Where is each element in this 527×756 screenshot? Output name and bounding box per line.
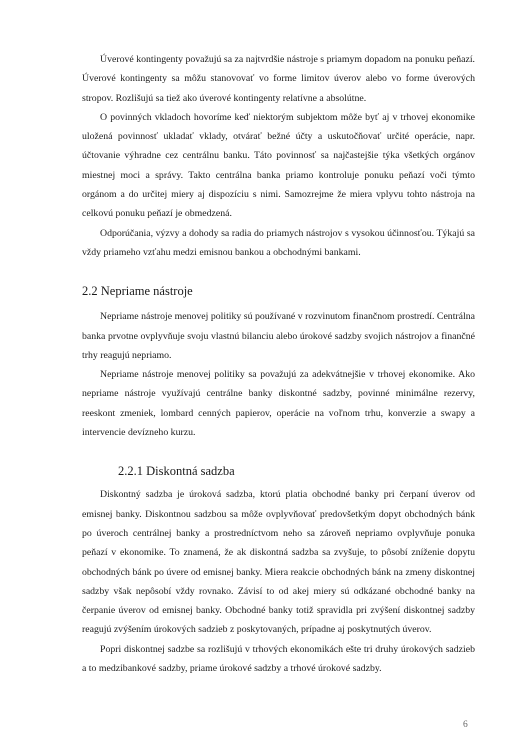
paragraph-mandatory-deposits: O povinných vkladoch hovoríme keď niektorým subjektom môže byť aj v trhovej ekonomike uložená povinnosť ukladať vklady, otvárať bežné účty a uskutočňovať určité operácie, napr. účtovanie výhradne cez centrálnu banku. Táto povinnosť sa najčastejšie týka všetkých orgánov miestnej moci a správy. Takto centrálna banka priamo kontroluje ponuku peňazí voči týmto orgánom a do určitej miery aj dispozíciu s nimi. Samozrejme že miera vplyvu tohto nástroja na celkovú ponuku peňazí je obmedzená.	[82, 111, 475, 220]
paragraph-recommendations: Odporúčania, výzvy a dohody sa radia do priamych nástrojov s vysokou účinnosťou. Týkajú sa vždy priameho vzťahu medzi emisnou bankou a obchodnými bankami.	[82, 227, 475, 258]
paragraph-indirect-list: Nepriame nástroje menovej politiky sa považujú za adekvátnejšie v trhovej ekonomike. Ako nepriame nástroje využívajú centrálne banky diskontné sadzby, povinné minimálne rezervy, reeskont zmeniek, lombard cenných papierov, operácie na voľnom trhu, konverzie a swapy a intervencie devízneho kurzu.	[82, 369, 475, 439]
subsection-heading-discount-rate: 2.2.1 Diskontná sadzba	[118, 464, 235, 479]
paragraph-interest-rates: Popri diskontnej sadzbe sa rozlišujú v trhových ekonomikách ešte tri druhy úrokových sadzieb a to medzibankové sadzby, priame úrokové sadzby a trhové úrokové sadzby.	[82, 643, 475, 675]
paragraph-discount-rate: Diskontný sadzba je úroková sadzba, ktorú platia obchodné banky pri čerpaní úverov od emisnej banky. Diskontnou sadzbou sa môže ovplyvňovať predovšetkým dopyt obchodných bánk po úveroch centrálnej banky a prostredníctvom neho sa zároveň nepriamo ovplyvňuje ponuka peňazí v ekonomike. To znamená, že ak diskontná sadzba sa zvyšuje, to pôsobí zníženie dopytu obchodných bánk po úvere od emisnej banky. Miera reakcie obchodných bánk na zmeny diskontnej sadzby však nepôsobí vždy rovnako. Závisí to od akej miery sú odkázané obchodné banky na čerpanie úverov od emisnej banky. Obchodné banky totiž spravidla pri zvýšení diskontnej sadzby reagujú zvýšením úrokových sadzieb z poskytovaných, prípadne aj poskytnutých úverov.	[82, 489, 475, 636]
page-content	[82, 50, 475, 678]
paragraph-indirect-intro: Nepriame nástroje menovej politiky sú používané v rozvinutom finančnom prostredí. Centrálna banka prvotne ovplyvňuje svoju vlastnú bilanciu alebo úrokové sadzby svojich nástrojov a finančné trhy reagujú nepriamo.	[82, 311, 475, 361]
paragraph-credit-quotas: Úverové kontingenty považujú sa za najtvrdšie nástroje s priamym dopadom na ponuku peňazí. Úverové kontingenty sa môžu stanovovať vo forme limitov úverov alebo vo forme úverových stropov. Rozlišujú sa tiež ako úverové kontingenty relatívne a absolútne.	[82, 54, 475, 104]
section-heading-indirect-instruments: 2.2 Nepriame nástroje	[82, 284, 193, 299]
page-number: 6	[463, 720, 468, 730]
